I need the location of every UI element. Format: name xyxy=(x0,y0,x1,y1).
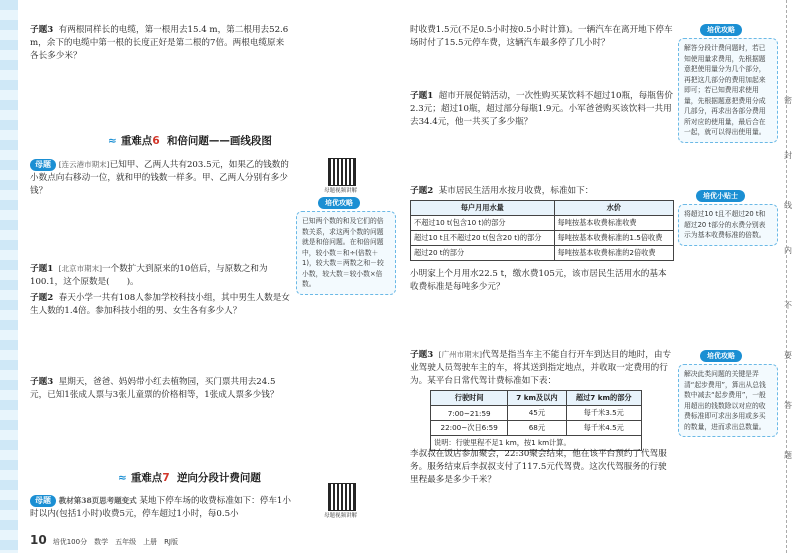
subproblem-1 xyxy=(30,262,292,289)
table-row xyxy=(431,421,642,436)
table-cell: 超过10 t且不超过20 t(包含20 t)的部分 xyxy=(411,231,555,246)
table-header: 超过7 km的部分 xyxy=(566,391,642,406)
table-cell: 每吨按基本收费标准收费 xyxy=(554,216,673,231)
table-row xyxy=(411,216,674,231)
tip-heading: 培优攻略 xyxy=(318,197,360,209)
source-label: [北京市期末] xyxy=(58,264,102,273)
qr-label: 母题视频讲解 xyxy=(324,188,358,194)
book-title: 培优100分 数学 五年级 上册 RJ版 xyxy=(52,538,178,546)
example-tag: 母题 xyxy=(30,159,56,171)
source-label: [广州市期末] xyxy=(438,350,482,359)
subproblem-1 xyxy=(410,90,674,129)
subproblem-label: 子题3 xyxy=(410,350,434,360)
tip-text: 已知两个数的和及它们的倍数关系，求这两个数的问题就是和倍问题。在和倍问题中，较小数＝和÷(倍数＋1)，较大数＝两数之和－较小数，较大数＝较小数×倍数。 xyxy=(302,217,384,288)
workbook-page xyxy=(18,0,800,553)
binding-char: 题 xyxy=(784,451,792,460)
section-title: 重难点 xyxy=(120,135,153,147)
page-edge-decoration xyxy=(0,0,18,553)
example-text: 已知甲、乙两人共有203.5元，如果乙的钱数的小数点向右移动一位，就和甲的钱数一样多。甲、乙两人分别有多少钱？ xyxy=(30,160,289,196)
water-price-table xyxy=(410,200,674,261)
subproblem-text: 春天小学一共有108人参加学校科技小组，其中男生人数是女生人数的1.4倍。参加科技小组的男、女生各有多少人？ xyxy=(30,293,290,316)
table-cell: 每吨按基本收费标准的1.5倍收费 xyxy=(554,231,673,246)
binding-char: 封 xyxy=(784,151,792,160)
binding-char: 内 xyxy=(784,246,792,255)
subproblem-label: 子题1 xyxy=(410,91,434,101)
binding-char: 线 xyxy=(784,201,792,210)
source-label: 教材第38页思考题变式 xyxy=(58,496,137,505)
table-row xyxy=(411,231,674,246)
wave-icon: ≈ xyxy=(108,135,117,147)
table-header: 7 km及以内 xyxy=(508,391,566,406)
qr-label: 母题视频讲解 xyxy=(324,513,358,519)
example-text: 某地下停车场的收费标准如下：停车1小时以内(包括1小时)收费5元，停车超过1小时，每0.5小 xyxy=(30,496,291,519)
table-header: 水价 xyxy=(554,201,673,216)
subproblem-3-top xyxy=(30,24,292,63)
subproblem-3 xyxy=(30,376,292,402)
subproblem-text: 有两根同样长的电缆，第一根用去15.4 m，第二根用去52.6 m，余下的电缆中第一根的长度正好是第二根的7倍。两根电缆原来各长多少米？ xyxy=(30,25,289,61)
page-number: 10 xyxy=(30,533,47,547)
subproblem-text: 代驾是指当车主不能自行开车到达目的地时，由专业驾驶人员驾驶车主的车，将其送到指定地点，并收取一定费用的行为。某平台日常代驾计费标准如下表： xyxy=(410,350,672,386)
subproblem-text: 某市居民生活用水按月收费，标准如下： xyxy=(438,186,594,196)
section-name: 和倍问题——画线段图 xyxy=(166,135,272,147)
wave-icon: ≈ xyxy=(118,472,127,484)
table-cell: 每千米4.5元 xyxy=(566,421,642,436)
example-tag: 母题 xyxy=(30,495,56,507)
subproblem-text: 一个数扩大到原来的10倍后，与原数之和为100.1，这个原数是( )。 xyxy=(30,264,268,287)
tip-box xyxy=(296,211,396,295)
tips-column xyxy=(678,0,778,553)
table-cell: 68元 xyxy=(508,421,566,436)
tip-heading: 培优攻略 xyxy=(700,350,742,362)
table-cell: 超过20 t的部分 xyxy=(411,246,555,261)
section-title: 重难点 xyxy=(130,472,163,484)
section-heading-6 xyxy=(108,133,272,148)
subproblem-label: 子题2 xyxy=(30,293,54,303)
source-label: [连云港市期末] xyxy=(58,160,110,169)
subproblem-label: 子题1 xyxy=(30,264,54,274)
table-header: 行驶时间 xyxy=(431,391,508,406)
driving-fee-table xyxy=(430,390,642,451)
left-column xyxy=(30,0,292,553)
tip-box xyxy=(678,364,778,437)
tip-heading: 培优攻略 xyxy=(700,24,742,36)
table-header: 每户月用水量 xyxy=(411,201,555,216)
binding-strip xyxy=(778,0,800,553)
binding-char: 要 xyxy=(784,351,792,360)
table-row xyxy=(411,246,674,261)
section-name: 逆向分段计费问题 xyxy=(176,472,261,484)
table-cell: 7:00~21:59 xyxy=(431,406,508,421)
tip-box xyxy=(678,38,778,143)
subproblem-label: 子题2 xyxy=(410,186,434,196)
table-cell: 22:00~次日6:59 xyxy=(431,421,508,436)
table-cell: 不超过10 t(包含10 t)的部分 xyxy=(411,216,555,231)
middle-column xyxy=(296,0,396,553)
section-number: 6 xyxy=(152,135,160,147)
table-note: 说明：行驶里程不足1 km，按1 km计算。 xyxy=(431,436,642,451)
example-problem-2 xyxy=(30,494,292,521)
subproblem-3-question: 李叔叔在饭店参加聚会，22:30聚会结束，他在该平台预约了代驾服务。服务结束后李叔叔支付了117.5元代驾费。这次代驾服务的行驶里程最多是多少千米？ xyxy=(410,449,667,485)
tip-text: 将超过10 t且不超过20 t和超过20 t部分的水费分别表示为基本收费标准的倍数。 xyxy=(684,210,766,239)
subproblem-3 xyxy=(410,348,674,388)
example-problem xyxy=(30,158,292,198)
table-cell: 45元 xyxy=(508,406,566,421)
qr-code-icon[interactable] xyxy=(328,483,356,511)
subproblem-label: 子题3 xyxy=(30,25,54,35)
tip-box xyxy=(678,204,778,246)
subproblem-2 xyxy=(410,185,674,198)
table-row xyxy=(431,406,642,421)
page-footer xyxy=(30,533,178,547)
binding-char: 答 xyxy=(784,401,792,410)
subproblem-text: 超市开展促销活动，一次性购买某饮料不超过10瓶，每瓶售价2.3元；超过10瓶，超过部分每瓶1.9元。小军爸爸购买该饮料一共用去34.4元，他一共买了多少瓶？ xyxy=(410,91,674,127)
subproblem-label: 子题3 xyxy=(30,377,54,387)
section-number: 7 xyxy=(162,472,170,484)
qr-code-icon[interactable] xyxy=(328,158,356,186)
binding-char: 不 xyxy=(784,301,792,310)
table-cell: 每千米3.5元 xyxy=(566,406,642,421)
section-heading-7 xyxy=(118,470,261,485)
table-cell: 每吨按基本收费标准的2倍收费 xyxy=(554,246,673,261)
tip-text: 解决此类问题的关键是弄清“起步费用”，算出从总钱数中减去“起步费用”，一般用超出的钱数除以对应的收费标准即可求出多用或多买的数量，进而求出总数量。 xyxy=(684,370,766,431)
binding-char: 密 xyxy=(784,96,792,105)
tip-heading: 培优小贴士 xyxy=(696,190,745,202)
subproblem-2-question: 小明家上个月用水22.5 t，缴水费105元，该市居民生活用水的基本收费标准是每吨多少元？ xyxy=(410,269,667,292)
tip-text: 解答分段计费问题时，若已知使用量求费用，先根据题意把使用量分为几个部分，再把这几部分的费用加起来即可；若已知费用求使用量，先根据题意把费用分成几部分，再求出各部分费用所对应的使用量，最后合在一起，就可以得出使用量。 xyxy=(684,44,766,136)
continued-text: 时收费1.5元(不足0.5小时按0.5小时计算)。一辆汽车在离开地下停车场时付了15.5元停车费，这辆汽车最多停了几小时？ xyxy=(410,25,673,48)
subproblem-2 xyxy=(30,292,292,318)
right-column xyxy=(410,0,678,553)
subproblem-text: 星期天，爸爸、妈妈带小红去植物园，买门票共用去24.5元，已知1张成人票与3张儿童票的价格相等，1张成人票多少钱？ xyxy=(30,377,279,400)
